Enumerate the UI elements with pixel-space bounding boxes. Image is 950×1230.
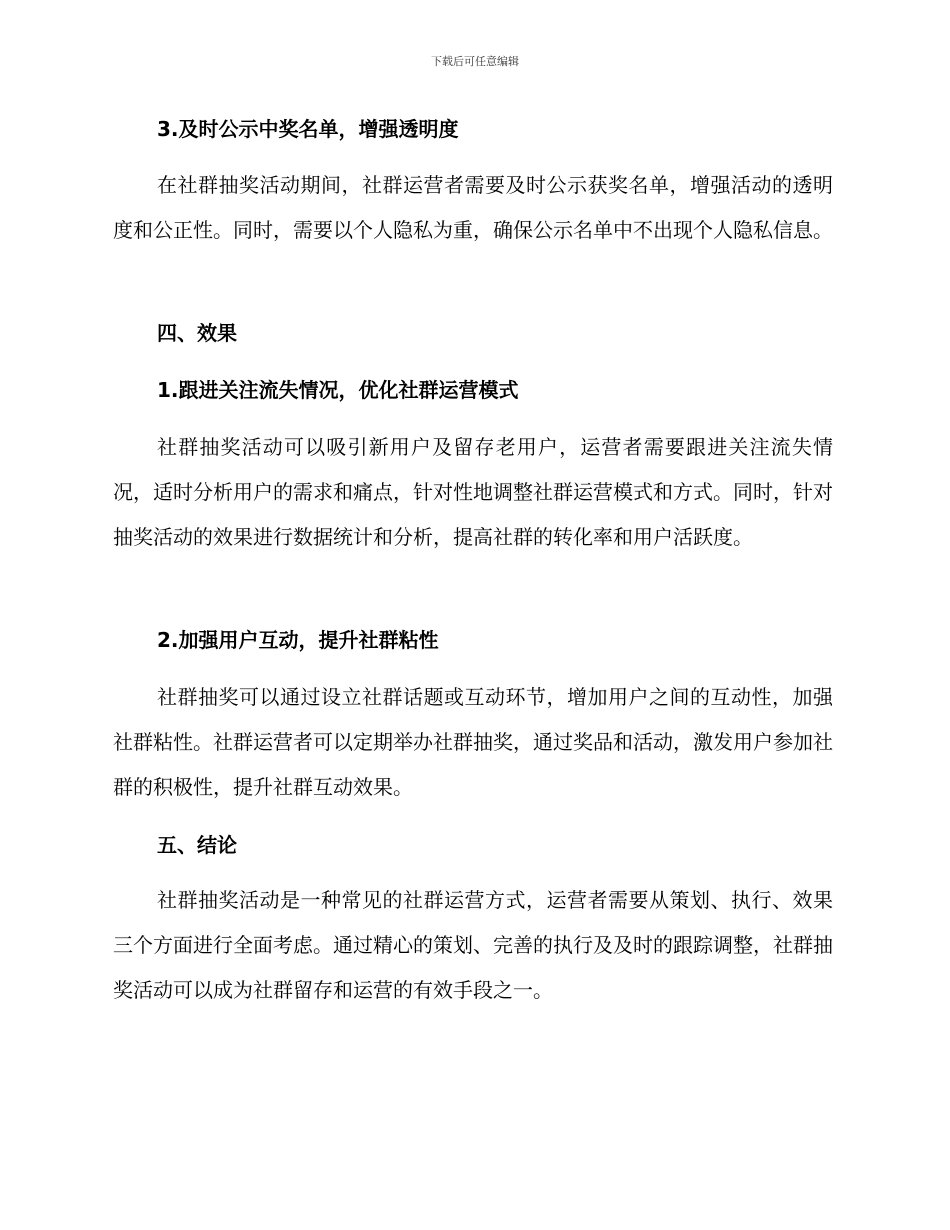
section-heading-conclusion: 五、结论 [157, 833, 237, 857]
section-heading-user-interaction: 2.加强用户互动，提升社群粘性 [157, 628, 439, 652]
paragraph-user-interaction: 社群抽奖可以通过设立社群话题或互动环节，增加用户之间的互动性，加强社群粘性。社群运营者可以定期举办社群抽奖，通过奖品和活动，激发用户参加社群的积极性，提升社群互动效果。 [113, 685, 833, 799]
page-header-note: 下载后可任意编辑 [431, 55, 519, 68]
section-heading-effects: 四、效果 [157, 321, 237, 345]
section-heading-track-churn: 1.跟进关注流失情况，优化社群运营模式 [157, 378, 519, 402]
paragraph-conclusion: 社群抽奖活动是一种常见的社群运营方式，运营者需要从策划、执行、效果三个方面进行全面考虑。通过精心的策划、完善的执行及及时的跟踪调整，社群抽奖活动可以成为社群留存和运营的有效手段之一。 [113, 888, 833, 1002]
paragraph-publish-winners: 在社群抽奖活动期间，社群运营者需要及时公示获奖名单，增强活动的透明度和公正性。同时，需要以个人隐私为重，确保公示名单中不出现个人隐私信息。 [113, 173, 833, 242]
paragraph-track-churn: 社群抽奖活动可以吸引新用户及留存老用户，运营者需要跟进关注流失情况，适时分析用户的需求和痛点，针对性地调整社群运营模式和方式。同时，针对抽奖活动的效果进行数据统计和分析，提高社群的转化率和用户活跃度。 [113, 435, 833, 549]
section-heading-publish-winners: 3.及时公示中奖名单，增强透明度 [157, 117, 459, 141]
